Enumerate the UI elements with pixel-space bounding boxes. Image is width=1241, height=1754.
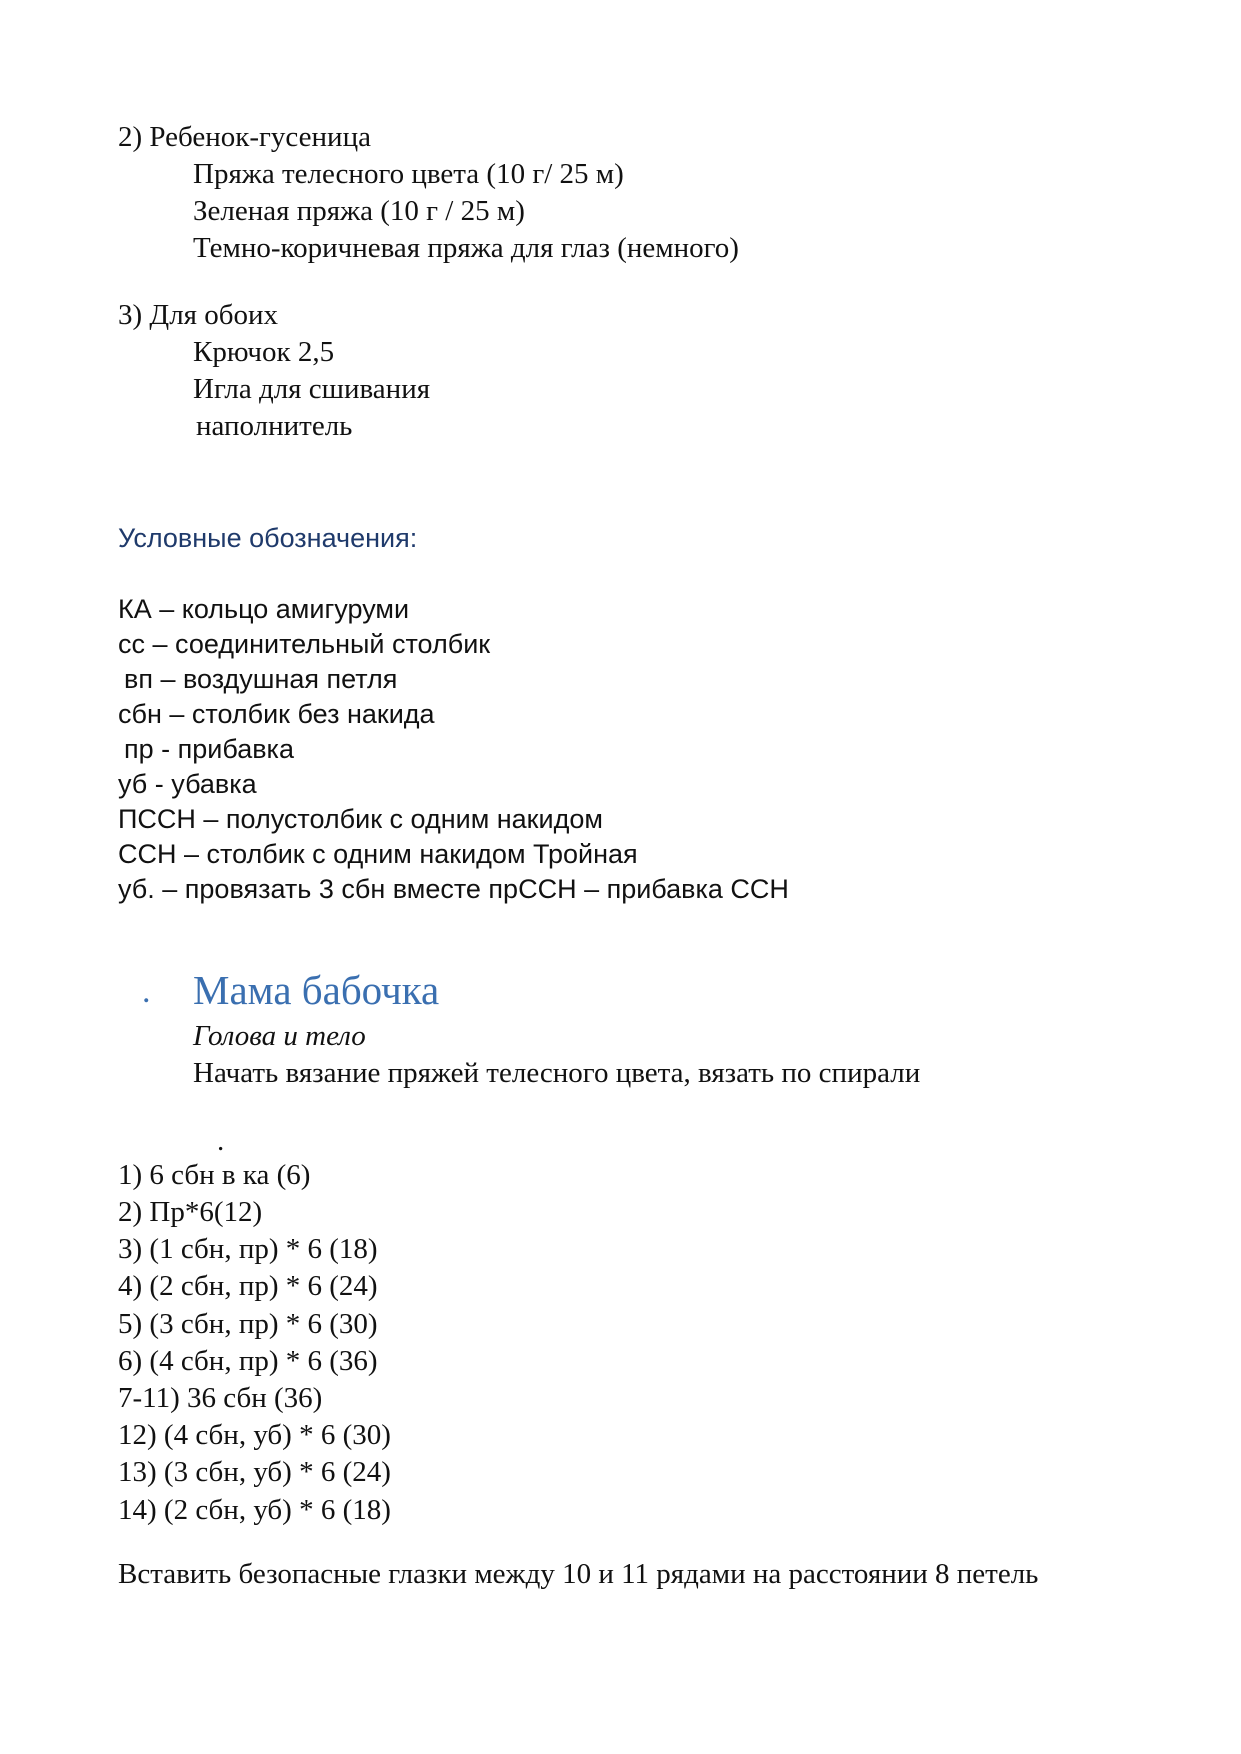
legend-item: сс – соединительный столбик [118, 629, 491, 659]
section-3-item: наполнитель [196, 410, 353, 442]
section-subtitle: Голова и тело [193, 1020, 366, 1052]
legend-item: уб - убавка [118, 769, 257, 799]
pattern-row: 3) (1 сбн, пр) * 6 (18) [118, 1233, 378, 1265]
legend-item: вп – воздушная петля [124, 664, 398, 694]
section-2-item: Темно-коричневая пряжа для глаз (немного) [193, 232, 739, 264]
section-3-title: 3) Для обоих [118, 299, 279, 331]
pattern-row: 13) (3 сбн, уб) * 6 (24) [118, 1456, 391, 1488]
legend-item: ПССН – полустолбик с одним накидом [118, 804, 603, 834]
footer-note: Вставить безопасные глазки между 10 и 11 рядами на расстоянии 8 петель [118, 1558, 1039, 1590]
pattern-row: 6) (4 сбн, пр) * 6 (36) [118, 1345, 378, 1377]
pattern-row: 1) 6 сбн в ка (6) [118, 1159, 311, 1191]
pattern-row: 5) (3 сбн, пр) * 6 (30) [118, 1308, 378, 1340]
legend-item: уб. – провязать 3 сбн вместе прССН – прибавка ССН [118, 874, 789, 904]
section-2-title: 2) Ребенок-гусеница [118, 121, 371, 153]
legend-item: пр - прибавка [124, 734, 294, 764]
pattern-row: 2) Пр*6(12) [118, 1196, 263, 1228]
legend-item: сбн – столбик без накида [118, 699, 435, 729]
section-2-item: Зеленая пряжа (10 г / 25 м) [193, 195, 525, 227]
section-3-item: Игла для сшивания [193, 373, 431, 405]
pattern-row: 7-11) 36 сбн (36) [118, 1382, 323, 1414]
heading-bullet: . [142, 973, 151, 1010]
pattern-row: 14) (2 сбн, уб) * 6 (18) [118, 1494, 391, 1526]
legend-item: КА – кольцо амигуруми [118, 594, 410, 624]
pattern-row: 4) (2 сбн, пр) * 6 (24) [118, 1270, 378, 1302]
pattern-row: 12) (4 сбн, уб) * 6 (30) [118, 1419, 391, 1451]
legend-item: ССН – столбик с одним накидом Тройная [118, 839, 638, 869]
section-intro: Начать вязание пряжей телесного цвета, вязать по спирали [193, 1057, 921, 1089]
section-3-item: Крючок 2,5 [193, 336, 335, 368]
stray-dot: . [217, 1125, 225, 1157]
section-heading: Мама бабочка [193, 967, 440, 1013]
legend-title: Условные обозначения: [118, 523, 418, 553]
section-2-item: Пряжа телесного цвета (10 г/ 25 м) [193, 158, 624, 190]
